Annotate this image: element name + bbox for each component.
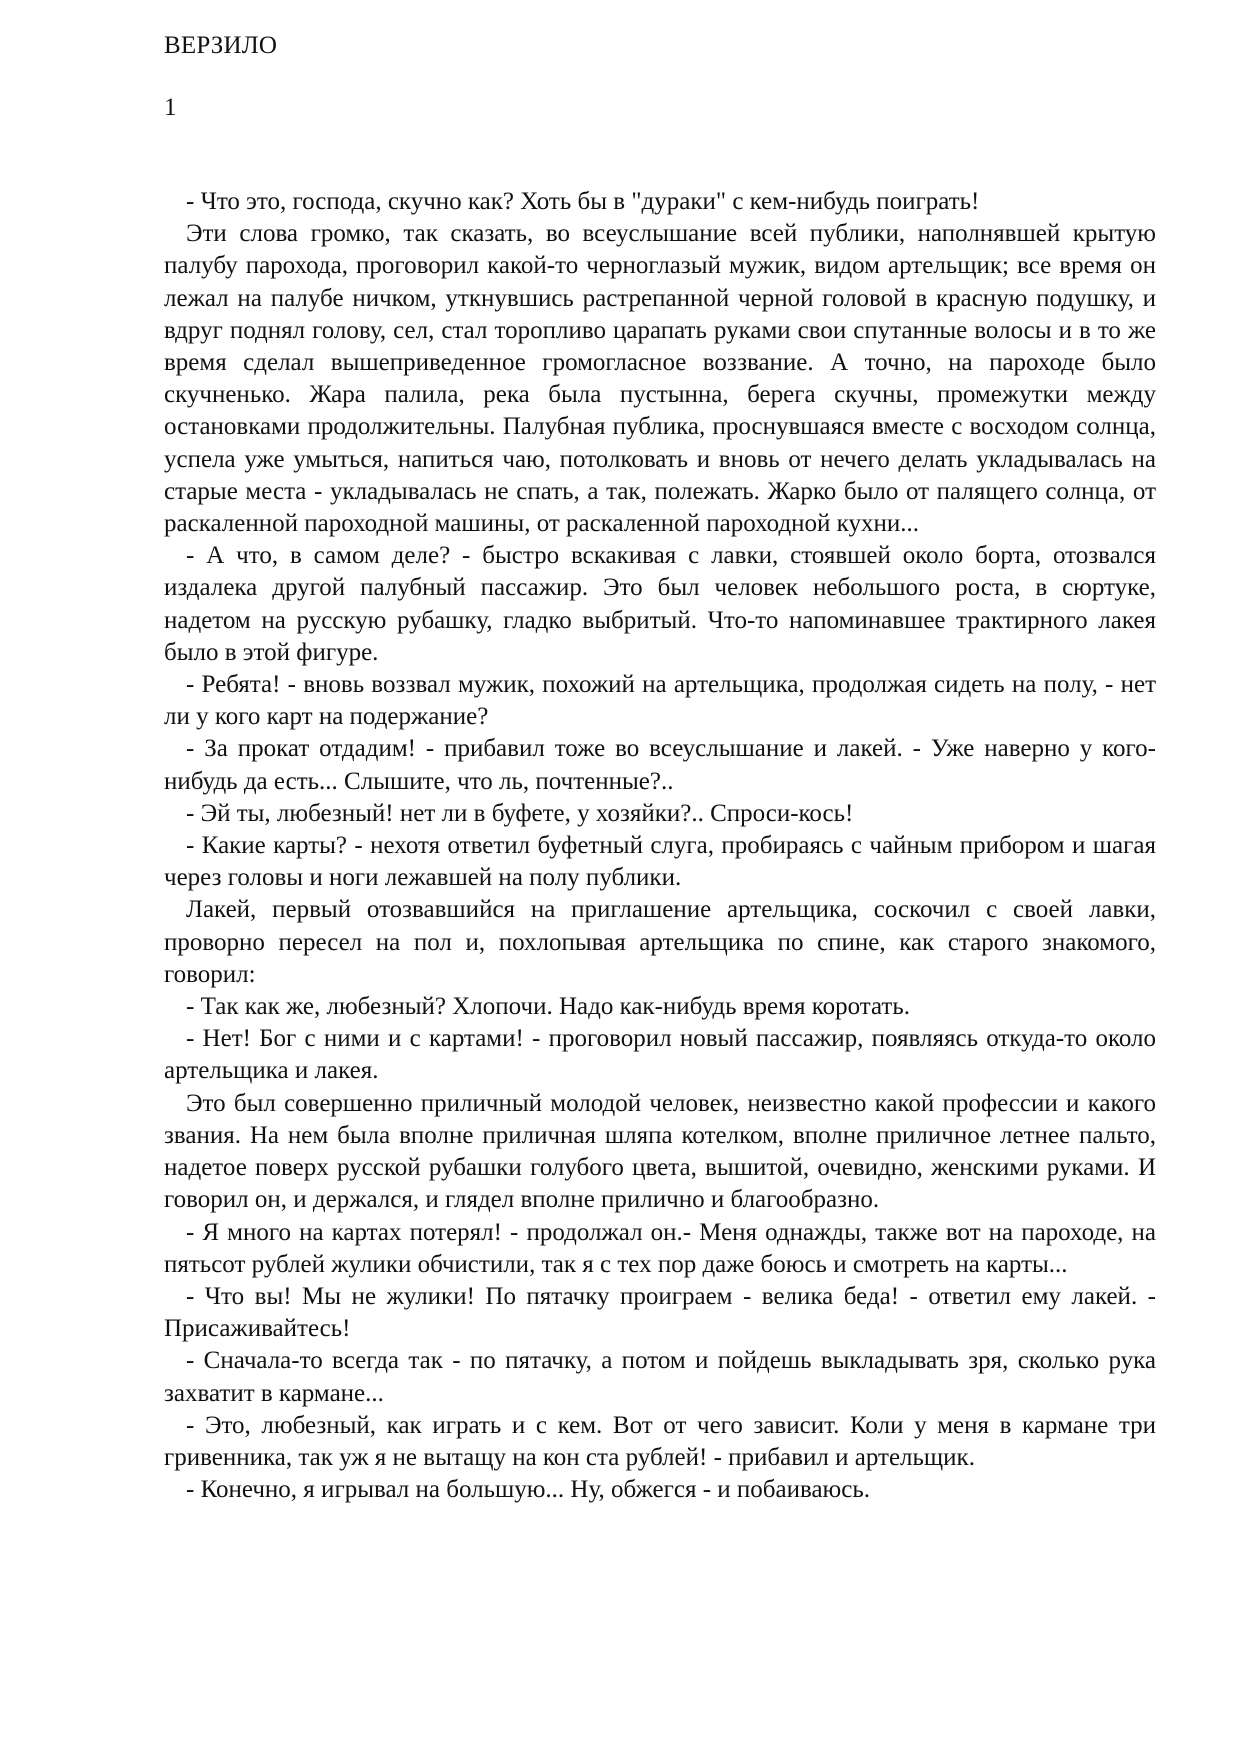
paragraph: Эти слова громко, так сказать, во всеуслышание всей публики, наполнявшей крытую палубу парохода, проговорил какой-то черноглазый мужик, видом артельщик; все время он лежал на палубе ничком, уткнувшись растрепанной черной головой в красную подушку, и вдруг поднял голову, сел, стал торопливо царапать руками свои спутанные волосы и в то же время сделал вышеприведенное громогласное воззвание. А точно, на пароходе было скучненько. Жара палила, река была пустынна, берега скучны, промежутки между остановками продолжительны. Палубная публика, проснувшаяся вместе с восходом солнца, успела уже умыться, напиться чаю, потолковать и вновь от нечего делать укладывалась на старые места - укладывалась не спать, а так, полежать. Жарко было от палящего солнца, от раскаленной пароходной машины, от раскаленной пароходной кухни... [164,220,1156,538]
body-text [164,186,1156,1506]
paragraph: - Эй ты, любезный! нет ли в буфете, у хозяйки?.. Спроси-кось! [186,799,854,827]
paragraph: - Что это, господа, скучно как? Хоть бы в "дураки" с кем-нибудь поиграть! [186,188,980,215]
paragraph: - Что вы! Мы не жулики! По пятачку проиграем - велика беда! - ответил ему лакей. - Присаживайтесь! [164,1282,1156,1343]
paragraph: Это был совершенно приличный молодой человек, неизвестно какой профессии и какого звания. На нем была вполне приличная шляпа котелком, вполне приличное летнее пальто, надетое поверх русской рубашки голубого цвета, вышитой, очевидно, женскими руками. И говорил он, и держался, и глядел вполне прилично и благообразно. [164,1089,1156,1214]
paragraph: Лакей, первый отозвавшийся на приглашение артельщика, соскочил с своей лавки, проворно пересел на пол и, похлопывая артельщика по спине, как старого знакомого, говорил: [164,896,1156,988]
paragraph: - Это, любезный, как играть и с кем. Вот от чего зависит. Коли у меня в кармане три гривенника, так уж я не вытащу на кон ста рублей! - прибавил и артельщик. [164,1411,1156,1471]
document-title: ВЕРЗИЛО [164,32,278,59]
paragraph: - Нет! Бог с ними и с картами! - проговорил новый пассажир, появляясь откуда-то около артельщика и лакея. [164,1025,1156,1085]
chapter-number: 1 [164,94,177,121]
paragraph: - Конечно, я игрывал на большую... Ну, обжегся - и побаиваюсь. [186,1476,870,1504]
paragraph: - А что, в самом деле? - быстро вскакивая с лавки, стоявшей около борта, отозвался издалека другой палубный пассажир. Это был человек небольшого роста, в сюртуке, надетом на русскую рубашку, гладко выбритый. Что-то напоминавшее трактирного лакея было в этой фигуре. [164,542,1156,666]
paragraph: - Какие карты? - нехотя ответил буфетный слуга, пробираясь с чайным прибором и шагая через головы и ноги лежавшей на полу публики. [164,832,1156,892]
paragraph: - Я много на картах потерял! - продолжал он.- Меня однажды, также вот на пароходе, на пятьсот рублей жулики обчистили, так я с тех пор даже боюсь и смотреть на карты... [164,1218,1156,1278]
paragraph: - Сначала-то всегда так - по пятачку, а потом и пойдешь выкладывать зря, сколько рука захватит в кармане... [164,1347,1156,1407]
paragraph: - Ребята! - вновь воззвал мужик, похожий на артельщика, продолжая сидеть на полу, - нет ли у кого карт на подержание? [164,671,1156,731]
paragraph: - Так как же, любезный? Хлопочи. Надо как-нибудь время коротать. [186,993,910,1021]
paragraph: - За прокат отдадим! - прибавил тоже во всеуслышание и лакей. - Уже наверно у кого-нибудь да есть... Слышите, что ль, почтенные?.. [164,735,1156,795]
